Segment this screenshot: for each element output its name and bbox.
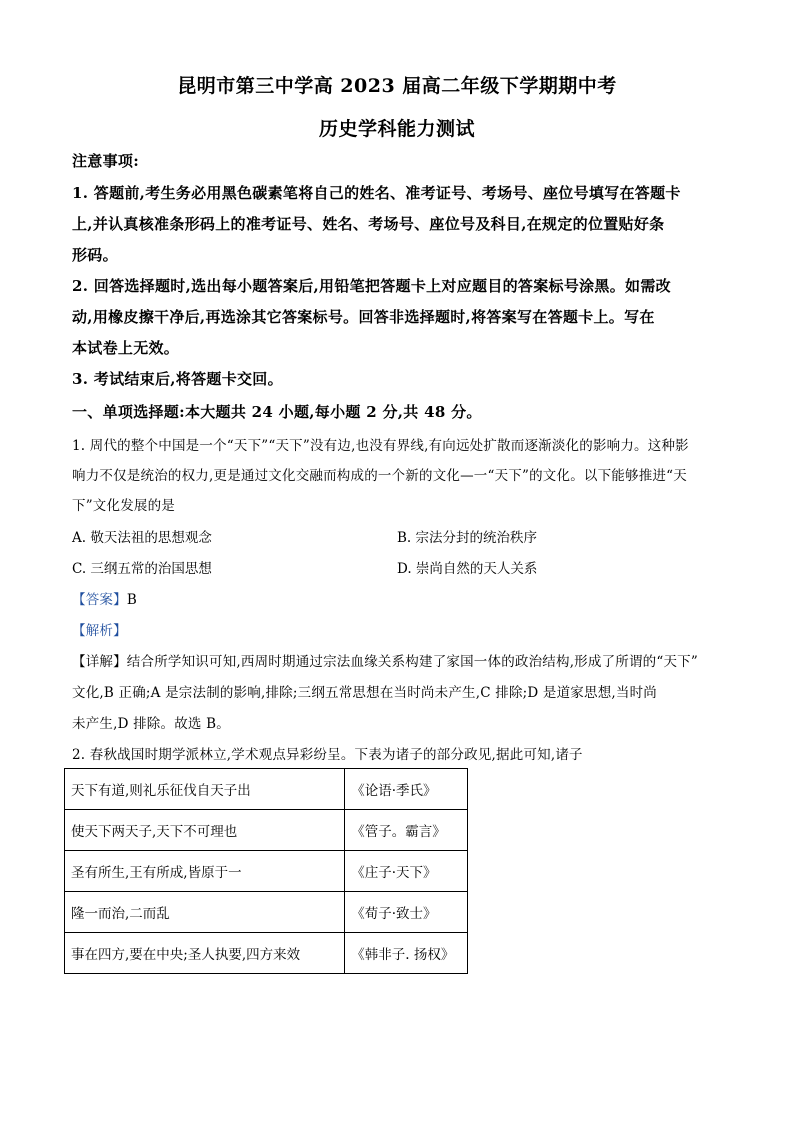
detail-line: 【详解】结合所学知识可知,西周时期通过宗法血缘关系构建了家国一体的政治结构,形成了所谓的“天下” bbox=[72, 654, 698, 670]
option-a: A. 敬天法祖的思想观念 bbox=[72, 530, 212, 546]
table-cell-quote: 圣有所生,王有所成,皆原于一 bbox=[65, 851, 345, 892]
detail-line: 未产生,D 排除。故选 B。 bbox=[72, 716, 230, 732]
notice-line: 上,并认真核准条形码上的准考证号、姓名、考场号、座位号及科目,在规定的位置贴好条 bbox=[72, 215, 665, 233]
answer-value: B bbox=[126, 592, 137, 608]
table-row bbox=[65, 892, 468, 933]
answer-label: 【答案】 bbox=[72, 592, 127, 608]
table-cell-source: 《管子。霸言》 bbox=[345, 810, 468, 851]
notice-line: 2. 回答选择题时,选出每小题答案后,用铅笔把答题卡上对应题目的答案标号涂黑。如需改 bbox=[72, 277, 671, 295]
table-cell-source: 《韩非子. 扬权》 bbox=[345, 933, 468, 974]
table-row bbox=[65, 769, 468, 810]
table-cell-source: 《论语·季氏》 bbox=[345, 769, 468, 810]
table-cell-quote: 隆一而治,二而乱 bbox=[65, 892, 345, 933]
exam-title: 昆明市第三中学高 2023 届高二年级下学期期中考 bbox=[177, 75, 617, 97]
notice-line: 1. 答题前,考生务必用黑色碳素笔将自己的姓名、准考证号、考场号、座位号填写在答题卡 bbox=[72, 184, 681, 202]
option-d: D. 崇尚自然的天人关系 bbox=[397, 561, 538, 577]
notice-heading: 注意事项: bbox=[72, 152, 140, 170]
table-cell-quote: 天下有道,则礼乐征伐自天子出 bbox=[65, 769, 345, 810]
notice-line: 本试卷上无效。 bbox=[72, 339, 180, 357]
politics-table bbox=[64, 768, 468, 974]
table-cell-quote: 事在四方,要在中央;圣人执要,四方来效 bbox=[65, 933, 345, 974]
table-row bbox=[65, 933, 468, 974]
analysis-label: 【解析】 bbox=[72, 623, 127, 639]
table-cell-source: 《荀子·致士》 bbox=[345, 892, 468, 933]
table-cell-quote: 使天下两天子,天下不可理也 bbox=[65, 810, 345, 851]
notice-line: 动,用橡皮擦干净后,再选涂其它答案标号。回答非选择题时,将答案写在答题卡上。写在 bbox=[72, 308, 655, 326]
question-stem: 下”文化发展的是 bbox=[72, 498, 176, 514]
table-row bbox=[65, 810, 468, 851]
notice-line: 形码。 bbox=[72, 246, 118, 264]
question-stem: 1. 周代的整个中国是一个“天下”“天下”没有边,也没有界线,有向远处扩散而逐渐淡化的影响力。这种影 bbox=[72, 438, 689, 454]
answer-line bbox=[72, 588, 722, 608]
section-heading: 一、单项选择题:本大题共 24 小题,每小题 2 分,共 48 分。 bbox=[72, 403, 482, 421]
option-c: C. 三纲五常的治国思想 bbox=[72, 561, 212, 577]
option-b: B. 宗法分封的统治秩序 bbox=[397, 530, 538, 546]
question-stem: 响力不仅是统治的权力,更是通过文化交融而构成的一个新的文化—一“天下”的文化。以下能够推进“天 bbox=[72, 468, 687, 484]
table-row bbox=[65, 851, 468, 892]
question-stem: 2. 春秋战国时期学派林立,学术观点异彩纷呈。下表为诸子的部分政见,据此可知,诸子 bbox=[72, 747, 583, 763]
notice-line: 3. 考试结束后,将答题卡交回。 bbox=[72, 370, 283, 388]
exam-subtitle: 历史学科能力测试 bbox=[318, 118, 475, 140]
table-cell-source: 《庄子·天下》 bbox=[345, 851, 468, 892]
detail-line: 文化,B 正确;A 是宗法制的影响,排除;三纲五常思想在当时尚未产生,C 排除;D 是道家思想,当时尚 bbox=[72, 685, 657, 701]
